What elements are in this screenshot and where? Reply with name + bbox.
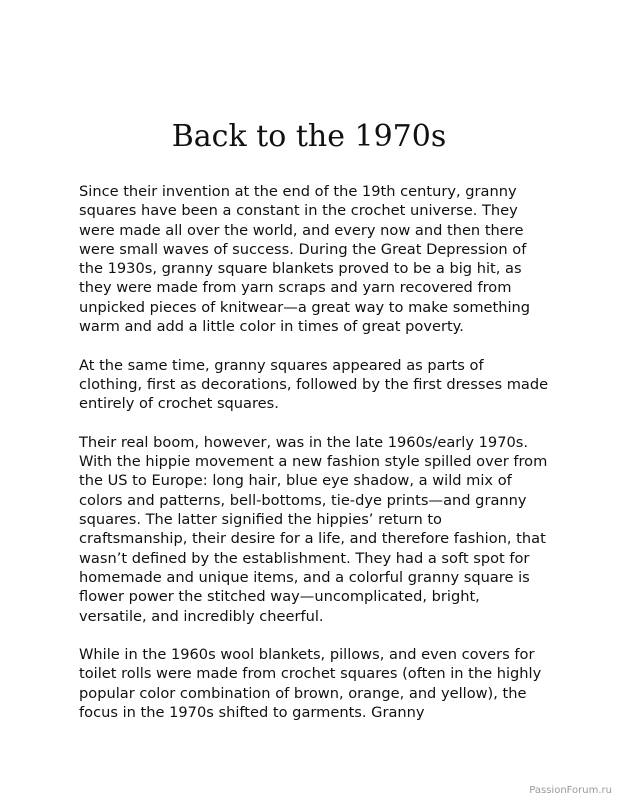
- paragraph-3: Their real boom, however, was in the late 1960s/early 1970s. With the hippie movement a new fashion style spilled over from the US to Europe: long hair, blue eye shadow, a wild mix of colors and patterns, bell-bottoms, tie-dye prints—and granny squares. The latter signified the hippies’ return to craftsmanship, their desire for a life, and therefore fashion, that wasn’t defined by the establishment. They had a soft spot for homemade and unique items, and a colorful granny square is flower power the stitched way—uncomplicated, bright, versatile, and incredibly cheerful.: [79, 433, 548, 625]
- watermark: PassionForum.ru: [529, 785, 612, 796]
- paragraph-2: At the same time, granny squares appeared as parts of clothing, first as decorations, followed by the first dresses made entirely of crochet squares.: [79, 356, 549, 413]
- paragraph-4: While in the 1960s wool blankets, pillows, and even covers for toilet rolls were made from crochet squares (often in the highly popular color combination of brown, orange, and yellow), the focus in the 1970s shifted to garments. Granny: [79, 646, 542, 722]
- page-title: Back to the 1970s: [171, 119, 447, 154]
- article-body: [79, 182, 549, 742]
- paragraph-1: Since their invention at the end of the 19th century, granny squares have been a constant in the crochet universe. They were made all over the world, and every now and then there were small waves of success. During the Great Depression of the 1930s, granny square blankets proved to be a big hit, as they were made from yarn scraps and yarn recovered from unpicked pieces of knitwear—a great way to make something warm and add a little color in times of great poverty.: [79, 183, 531, 336]
